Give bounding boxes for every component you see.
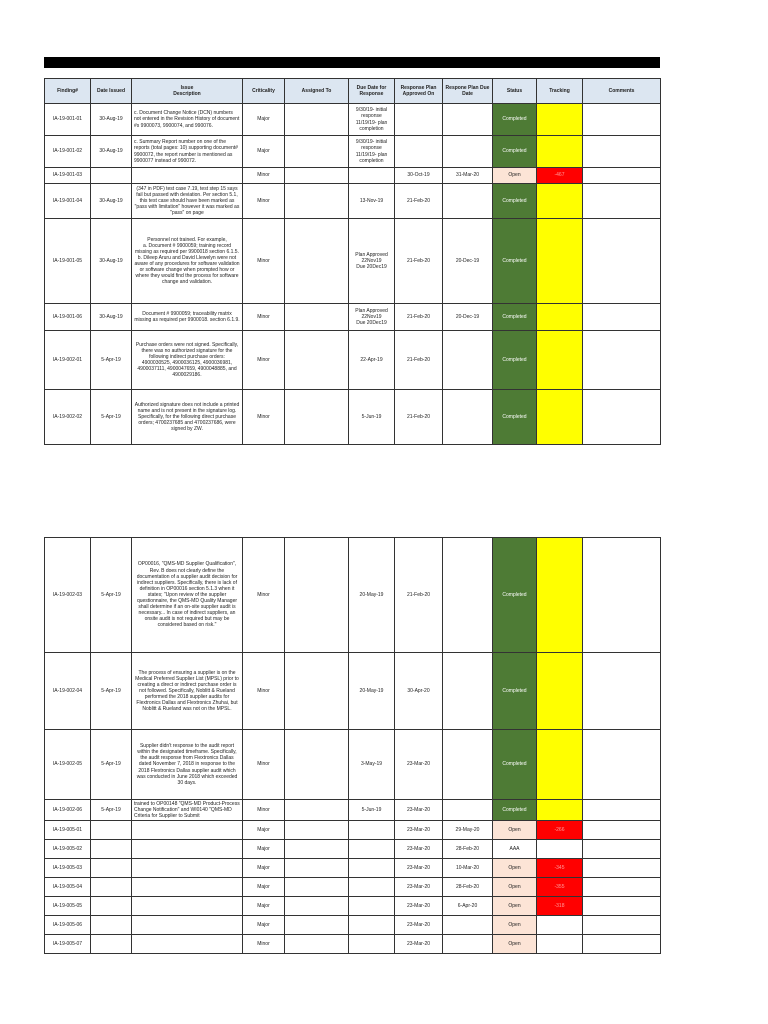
plan-due-cell: 28-Feb-20	[443, 878, 493, 897]
comments-cell	[583, 331, 661, 390]
table-row	[45, 730, 661, 800]
criticality-cell: Minor	[243, 168, 285, 184]
status-cell: Completed	[493, 800, 537, 821]
due-date-cell	[349, 916, 395, 935]
table-row	[45, 390, 661, 445]
header-cell: Date Issued	[91, 79, 132, 104]
status-cell: Open	[493, 878, 537, 897]
criticality-cell: Minor	[243, 538, 285, 653]
tracking-cell: -467	[537, 168, 583, 184]
header-cell: Assigned To	[285, 79, 349, 104]
comments-cell	[583, 136, 661, 168]
due-date-cell: 13-Nov-19	[349, 184, 395, 219]
findings-table-2	[44, 537, 661, 954]
plan-due-cell: 20-Dec-19	[443, 304, 493, 331]
comments-cell	[583, 730, 661, 800]
status-cell: Completed	[493, 331, 537, 390]
finding-id-cell: IA-19-002-06	[45, 800, 91, 821]
plan-due-cell	[443, 136, 493, 168]
comments-cell	[583, 916, 661, 935]
tracking-cell: -266	[537, 821, 583, 840]
criticality-cell: Minor	[243, 219, 285, 304]
due-date-cell	[349, 878, 395, 897]
tracking-cell	[537, 730, 583, 800]
findings-table-1	[44, 78, 661, 445]
comments-cell	[583, 538, 661, 653]
tracking-cell: -318	[537, 897, 583, 916]
assigned-to-cell	[285, 331, 349, 390]
description-cell: OP00016, "QMS-MD Supplier Qualification", Rev. B does not clearly define the documentation of a supplier audit decision for indirect suppliers. Specifically, there is lack of definition in OP00016 section 5.1.3 when it states; "Upon review of the supplier questionnaire, the QMS-MD Quality Manager shall determine if an on-site supplier audit is necessary... In case of indirect suppliers, an onsite audit is not required but may be considered based on risk."	[132, 538, 243, 653]
status-cell: Completed	[493, 184, 537, 219]
due-date-cell: 20-May-19	[349, 653, 395, 730]
comments-cell	[583, 840, 661, 859]
due-date-cell: 9/30/19- initial response 11/19/19- plan completion	[349, 136, 395, 168]
plan-due-cell	[443, 730, 493, 800]
tracking-cell: -345	[537, 859, 583, 878]
plan-approved-cell: 21-Feb-20	[395, 390, 443, 445]
status-cell: Completed	[493, 104, 537, 136]
assigned-to-cell	[285, 840, 349, 859]
date-issued-cell: 30-Aug-19	[91, 219, 132, 304]
table-row	[45, 840, 661, 859]
due-date-cell	[349, 821, 395, 840]
plan-due-cell	[443, 916, 493, 935]
table-row	[45, 104, 661, 136]
status-cell: Completed	[493, 730, 537, 800]
plan-approved-cell: 30-Apr-20	[395, 653, 443, 730]
assigned-to-cell	[285, 859, 349, 878]
table-row	[45, 916, 661, 935]
criticality-cell: Major	[243, 916, 285, 935]
status-cell: Open	[493, 916, 537, 935]
assigned-to-cell	[285, 916, 349, 935]
date-issued-cell: 5-Apr-19	[91, 331, 132, 390]
plan-approved-cell: 23-Mar-20	[395, 897, 443, 916]
table-row	[45, 821, 661, 840]
criticality-cell: Major	[243, 821, 285, 840]
table-row	[45, 859, 661, 878]
plan-due-cell: 6-Apr-20	[443, 897, 493, 916]
table-row	[45, 168, 661, 184]
date-issued-cell	[91, 840, 132, 859]
tracking-cell	[537, 653, 583, 730]
plan-approved-cell	[395, 136, 443, 168]
criticality-cell: Minor	[243, 331, 285, 390]
finding-id-cell: IA-19-005-06	[45, 916, 91, 935]
date-issued-cell: 30-Aug-19	[91, 304, 132, 331]
assigned-to-cell	[285, 390, 349, 445]
tracking-cell	[537, 840, 583, 859]
due-date-cell: 22-Apr-19	[349, 331, 395, 390]
assigned-to-cell	[285, 897, 349, 916]
tracking-cell	[537, 104, 583, 136]
due-date-cell: 5-Jun-19	[349, 390, 395, 445]
description-cell: The process of ensuring a supplier is on the Medical Preferred Supplier List (MPSL) prior to creating a direct or indirect purchase order is not followed. Specifically, Noblitt & Rueland performed the 2018 supplier audits for Flextronics Dallas and Flextronics Zhuhai, but Noblitt & Rueland was not on the MPSL.	[132, 653, 243, 730]
criticality-cell: Minor	[243, 304, 285, 331]
plan-approved-cell: 21-Feb-20	[395, 184, 443, 219]
finding-id-cell: IA-19-001-02	[45, 136, 91, 168]
description-cell: trained to OP00148 "QMS-MD Product-Process Change Notification" and WI0140 "QMS-MD Criteria for Supplier to Submit	[132, 800, 243, 821]
date-issued-cell	[91, 916, 132, 935]
tracking-cell	[537, 800, 583, 821]
plan-approved-cell: 23-Mar-20	[395, 800, 443, 821]
finding-id-cell: IA-19-002-03	[45, 538, 91, 653]
plan-due-cell	[443, 331, 493, 390]
header-cell: Comments	[583, 79, 661, 104]
finding-id-cell: IA-19-001-01	[45, 104, 91, 136]
assigned-to-cell	[285, 935, 349, 954]
plan-due-cell	[443, 104, 493, 136]
description-cell	[132, 821, 243, 840]
plan-approved-cell: 23-Mar-20	[395, 916, 443, 935]
plan-approved-cell: 21-Feb-20	[395, 331, 443, 390]
plan-due-cell	[443, 935, 493, 954]
tracking-cell	[537, 331, 583, 390]
date-issued-cell: 5-Apr-19	[91, 730, 132, 800]
plan-due-cell: 29-May-20	[443, 821, 493, 840]
status-cell: Open	[493, 935, 537, 954]
description-cell	[132, 897, 243, 916]
comments-cell	[583, 821, 661, 840]
status-cell: Completed	[493, 304, 537, 331]
plan-due-cell	[443, 390, 493, 445]
due-date-cell: 20-May-19	[349, 538, 395, 653]
description-cell: c. Summary Report number on one of the reports (total pages: 10) supporting document# 9900072, the report number is mentioned as 9900077 instead of 990072.	[132, 136, 243, 168]
plan-due-cell	[443, 184, 493, 219]
finding-id-cell: IA-19-002-02	[45, 390, 91, 445]
plan-approved-cell: 23-Mar-20	[395, 878, 443, 897]
plan-approved-cell: 23-Mar-20	[395, 840, 443, 859]
date-issued-cell: 30-Aug-19	[91, 184, 132, 219]
date-issued-cell: 5-Apr-19	[91, 653, 132, 730]
table-row	[45, 184, 661, 219]
description-cell	[132, 935, 243, 954]
header-cell: Respone Plan Due Date	[443, 79, 493, 104]
date-issued-cell: 5-Apr-19	[91, 390, 132, 445]
header-row	[45, 79, 661, 104]
comments-cell	[583, 897, 661, 916]
plan-approved-cell: 23-Mar-20	[395, 935, 443, 954]
finding-id-cell: IA-19-005-05	[45, 897, 91, 916]
assigned-to-cell	[285, 800, 349, 821]
status-cell: AAA	[493, 840, 537, 859]
table-row	[45, 136, 661, 168]
comments-cell	[583, 878, 661, 897]
status-cell: Open	[493, 897, 537, 916]
criticality-cell: Major	[243, 136, 285, 168]
status-cell: Completed	[493, 390, 537, 445]
due-date-cell: Plan Approved 22Nov19 Due 20Dec19	[349, 219, 395, 304]
finding-id-cell: IA-19-002-05	[45, 730, 91, 800]
comments-cell	[583, 304, 661, 331]
header-cell: Status	[493, 79, 537, 104]
comments-cell	[583, 104, 661, 136]
finding-id-cell: IA-19-005-02	[45, 840, 91, 859]
comments-cell	[583, 184, 661, 219]
date-issued-cell: 5-Apr-19	[91, 800, 132, 821]
table-row	[45, 219, 661, 304]
plan-due-cell	[443, 538, 493, 653]
comments-cell	[583, 168, 661, 184]
plan-approved-cell: 23-Mar-20	[395, 859, 443, 878]
header-cell: Finding#	[45, 79, 91, 104]
due-date-cell: 9/30/19- initial response 11/19/19- plan completion	[349, 104, 395, 136]
plan-due-cell: 31-Mar-20	[443, 168, 493, 184]
tracking-cell	[537, 916, 583, 935]
finding-id-cell: IA-19-005-03	[45, 859, 91, 878]
comments-cell	[583, 653, 661, 730]
assigned-to-cell	[285, 219, 349, 304]
date-issued-cell: 5-Apr-19	[91, 538, 132, 653]
finding-id-cell: IA-19-005-04	[45, 878, 91, 897]
table-row	[45, 800, 661, 821]
description-cell	[132, 168, 243, 184]
finding-id-cell: IA-19-002-04	[45, 653, 91, 730]
comments-cell	[583, 219, 661, 304]
finding-id-cell: IA-19-001-05	[45, 219, 91, 304]
comments-cell	[583, 859, 661, 878]
status-cell: Open	[493, 168, 537, 184]
date-issued-cell	[91, 878, 132, 897]
assigned-to-cell	[285, 878, 349, 897]
criticality-cell: Major	[243, 897, 285, 916]
tracking-cell	[537, 935, 583, 954]
date-issued-cell	[91, 897, 132, 916]
status-cell: Completed	[493, 538, 537, 653]
plan-due-cell	[443, 653, 493, 730]
status-cell: Open	[493, 821, 537, 840]
criticality-cell: Minor	[243, 800, 285, 821]
plan-approved-cell: 30-Oct-19	[395, 168, 443, 184]
criticality-cell: Minor	[243, 653, 285, 730]
date-issued-cell	[91, 821, 132, 840]
due-date-cell	[349, 840, 395, 859]
plan-approved-cell: 21-Feb-20	[395, 538, 443, 653]
plan-approved-cell: 21-Feb-20	[395, 304, 443, 331]
top-title-bar	[44, 57, 660, 68]
plan-approved-cell: 23-Mar-20	[395, 821, 443, 840]
finding-id-cell: IA-19-001-06	[45, 304, 91, 331]
comments-cell	[583, 935, 661, 954]
header-cell: Issue Description	[132, 79, 243, 104]
table-row	[45, 331, 661, 390]
finding-id-cell: IA-19-005-01	[45, 821, 91, 840]
plan-due-cell	[443, 800, 493, 821]
assigned-to-cell	[285, 168, 349, 184]
criticality-cell: Major	[243, 859, 285, 878]
criticality-cell: Minor	[243, 390, 285, 445]
assigned-to-cell	[285, 653, 349, 730]
tracking-cell: -355	[537, 878, 583, 897]
description-cell: (347 in PDF) test case 7.19, test step 15 says fail but passed with deviation. Per section 5.1, this test case should have been marked as "pass with limitation" however it was marked as "pass" on page	[132, 184, 243, 219]
due-date-cell: 5-Jun-19	[349, 800, 395, 821]
finding-id-cell: IA-19-005-07	[45, 935, 91, 954]
criticality-cell: Minor	[243, 730, 285, 800]
comments-cell	[583, 800, 661, 821]
due-date-cell	[349, 168, 395, 184]
description-cell: Supplier didn't response to the audit report within the designated timeframe. Specifically, the audit response from Flextronics Dallas dated November 7, 2018 in response to the 2018 Flextronics Dallas supplier audit which was conducted in June 2018 which exceeded 30 days.	[132, 730, 243, 800]
date-issued-cell	[91, 168, 132, 184]
assigned-to-cell	[285, 730, 349, 800]
table-row	[45, 878, 661, 897]
tracking-cell	[537, 390, 583, 445]
criticality-cell: Major	[243, 840, 285, 859]
assigned-to-cell	[285, 136, 349, 168]
plan-due-cell: 10-Mar-20	[443, 859, 493, 878]
due-date-cell	[349, 897, 395, 916]
date-issued-cell: 30-Aug-19	[91, 136, 132, 168]
assigned-to-cell	[285, 821, 349, 840]
tracking-cell	[537, 538, 583, 653]
description-cell: Document # 9900059; traceability matrix missing as required per 9900018. section 6.1.9.	[132, 304, 243, 331]
due-date-cell	[349, 935, 395, 954]
description-cell: Personnel not trained. For example, a. Document # 9900059; training record missing as required per 9900018 section 6.1.5. b. Dileep Aruru and David Llewelyn were not aware of any procedures for software validation or software change when prompted how or where they would find the process for software change and validation.	[132, 219, 243, 304]
header-cell: Response Plan Approved On	[395, 79, 443, 104]
tracking-cell	[537, 136, 583, 168]
due-date-cell: Plan Approved 22Nov19 Due 20Dec19	[349, 304, 395, 331]
table-row	[45, 538, 661, 653]
table-row	[45, 935, 661, 954]
assigned-to-cell	[285, 104, 349, 136]
status-cell: Completed	[493, 653, 537, 730]
description-cell	[132, 859, 243, 878]
table-row	[45, 897, 661, 916]
assigned-to-cell	[285, 304, 349, 331]
assigned-to-cell	[285, 538, 349, 653]
date-issued-cell	[91, 935, 132, 954]
assigned-to-cell	[285, 184, 349, 219]
header-cell: Tracking	[537, 79, 583, 104]
tracking-cell	[537, 184, 583, 219]
criticality-cell: Minor	[243, 935, 285, 954]
description-cell	[132, 916, 243, 935]
table-row	[45, 304, 661, 331]
date-issued-cell: 30-Aug-19	[91, 104, 132, 136]
plan-approved-cell	[395, 104, 443, 136]
date-issued-cell	[91, 859, 132, 878]
due-date-cell	[349, 859, 395, 878]
table-row	[45, 653, 661, 730]
finding-id-cell: IA-19-001-04	[45, 184, 91, 219]
description-cell: Authorized signature does not include a printed name and is not present in the signature log. Specifically, for the following direct purchase orders; 4700237685 and 4700237686, were signed by ZW.	[132, 390, 243, 445]
header-cell: Criticality	[243, 79, 285, 104]
tracking-cell	[537, 219, 583, 304]
description-cell: Purchase orders were not signed. Specifically, there was no authorized signature for the following indirect purchase orders: 4900030525, 4900036125, 4900036981, 4900037111, 4900047659, 4900048885, and 4900029186.	[132, 331, 243, 390]
header-cell: Due Date for Response	[349, 79, 395, 104]
status-cell: Completed	[493, 219, 537, 304]
plan-approved-cell: 23-Mar-20	[395, 730, 443, 800]
plan-due-cell: 20-Dec-19	[443, 219, 493, 304]
comments-cell	[583, 390, 661, 445]
finding-id-cell: IA-19-001-03	[45, 168, 91, 184]
plan-due-cell: 28-Feb-20	[443, 840, 493, 859]
description-cell	[132, 878, 243, 897]
plan-approved-cell: 21-Feb-20	[395, 219, 443, 304]
status-cell: Open	[493, 859, 537, 878]
criticality-cell: Minor	[243, 184, 285, 219]
tracking-cell	[537, 304, 583, 331]
criticality-cell: Major	[243, 878, 285, 897]
due-date-cell: 3-May-19	[349, 730, 395, 800]
status-cell: Completed	[493, 136, 537, 168]
description-cell: c. Document Change Notice (DCN) numbers not entered in the Revision History of document #s 9900073, 9900074, and 990076.	[132, 104, 243, 136]
description-cell	[132, 840, 243, 859]
criticality-cell: Major	[243, 104, 285, 136]
finding-id-cell: IA-19-002-01	[45, 331, 91, 390]
